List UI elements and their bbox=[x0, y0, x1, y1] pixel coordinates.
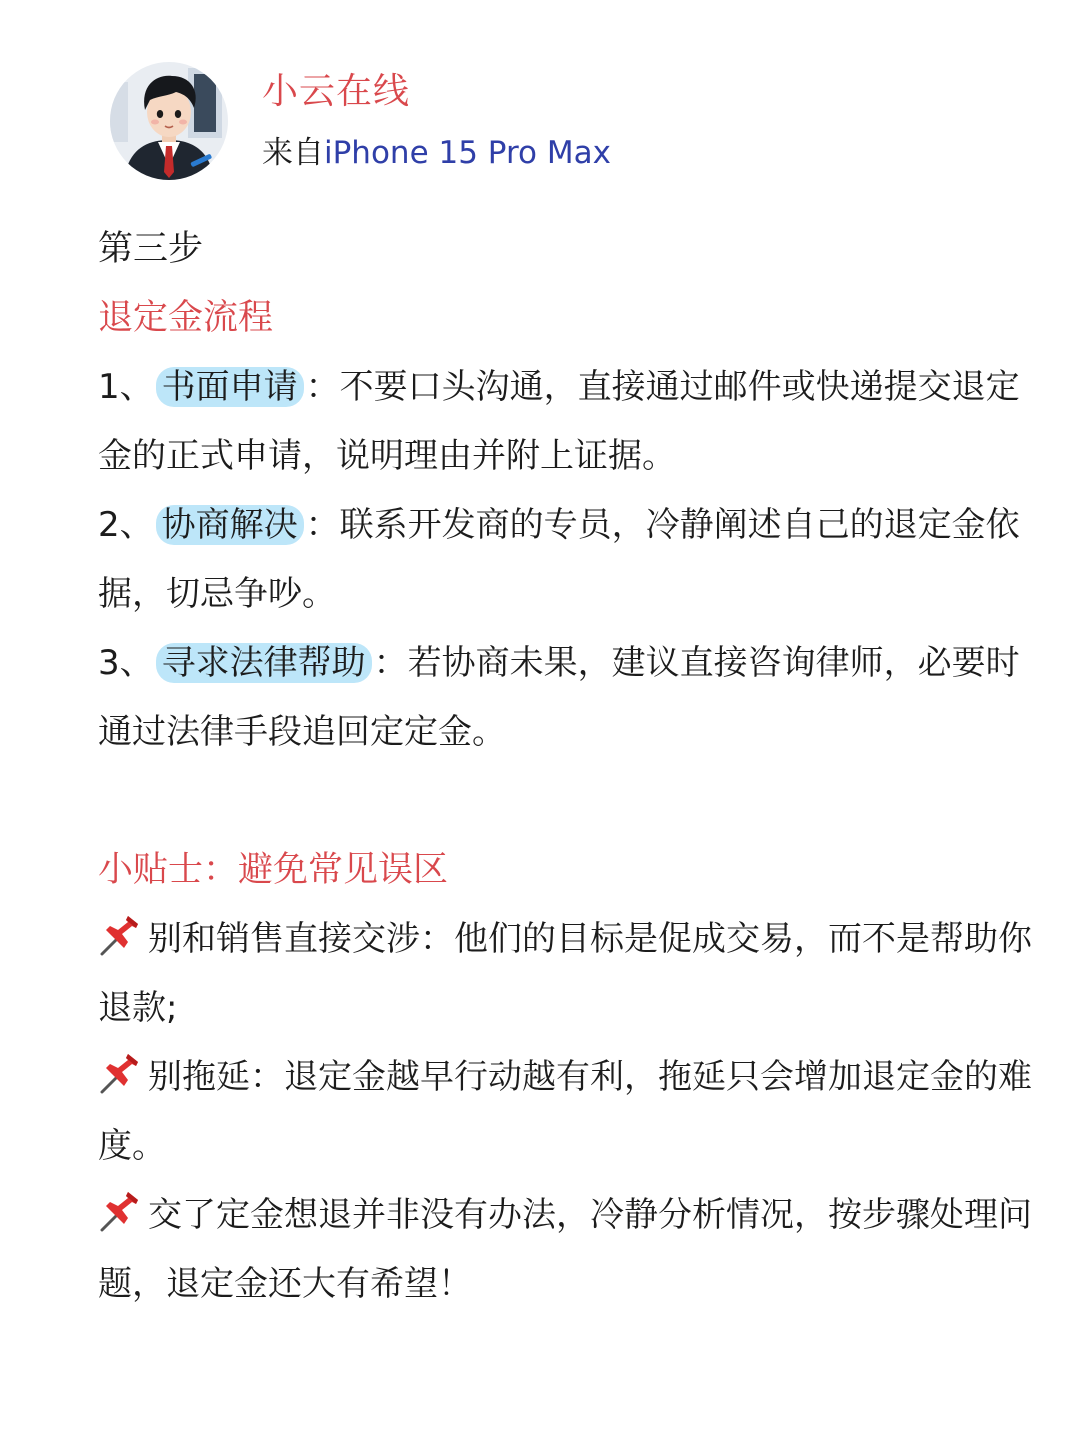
avatar-illustration-icon bbox=[110, 62, 228, 180]
process-item-text: ：联系开发商的专员，冷静阐述自己的退定金依据，切忌争吵。 bbox=[98, 505, 1020, 614]
process-item-keyword: 寻求法律帮助 bbox=[156, 643, 372, 683]
tip-text: 别和销售直接交涉：他们的目标是促成交易，而不是帮助你退款; bbox=[98, 919, 1032, 1028]
process-item-keyword: 书面申请 bbox=[156, 367, 304, 407]
tip-text: 交了定金想退并非没有办法，冷静分析情况，按步骤处理问题，退定金还大有希望！ bbox=[98, 1195, 1032, 1304]
tip-item bbox=[98, 1181, 1048, 1319]
process-item-text: ：若协商未果，建议直接咨询律师，必要时通过法律手段追回定定金。 bbox=[98, 643, 1020, 752]
process-item-number: 1、 bbox=[98, 367, 154, 407]
process-item bbox=[98, 629, 1048, 767]
pushpin-icon bbox=[98, 914, 144, 956]
source-prefix: 来自 bbox=[262, 135, 324, 171]
process-item bbox=[98, 491, 1048, 629]
step-label: 第三步 bbox=[98, 229, 204, 269]
process-item bbox=[98, 353, 1048, 491]
process-item-number: 3、 bbox=[98, 643, 154, 683]
post-header bbox=[110, 62, 611, 180]
pushpin-icon bbox=[98, 1190, 144, 1232]
process-title: 退定金流程 bbox=[98, 298, 274, 338]
device-name: iPhone 15 Pro Max bbox=[324, 135, 611, 171]
process-item-number: 2、 bbox=[98, 505, 154, 545]
tips-title: 小贴士：避免常见误区 bbox=[98, 850, 449, 890]
tip-item bbox=[98, 905, 1048, 1043]
author-name[interactable]: 小云在线 bbox=[262, 71, 411, 112]
pushpin-icon bbox=[98, 1052, 144, 1094]
tip-item bbox=[98, 1043, 1048, 1181]
process-item-keyword: 协商解决 bbox=[156, 505, 304, 545]
author-source bbox=[262, 132, 611, 174]
spacer bbox=[98, 767, 1048, 836]
avatar[interactable] bbox=[110, 62, 228, 180]
post-body bbox=[98, 215, 1048, 1319]
tip-text: 别拖延：退定金越早行动越有利，拖延只会增加退定金的难度。 bbox=[98, 1057, 1032, 1166]
author-info bbox=[262, 62, 611, 174]
process-item-text: ：不要口头沟通，直接通过邮件或快递提交退定金的正式申请，说明理由并附上证据。 bbox=[98, 367, 1020, 476]
